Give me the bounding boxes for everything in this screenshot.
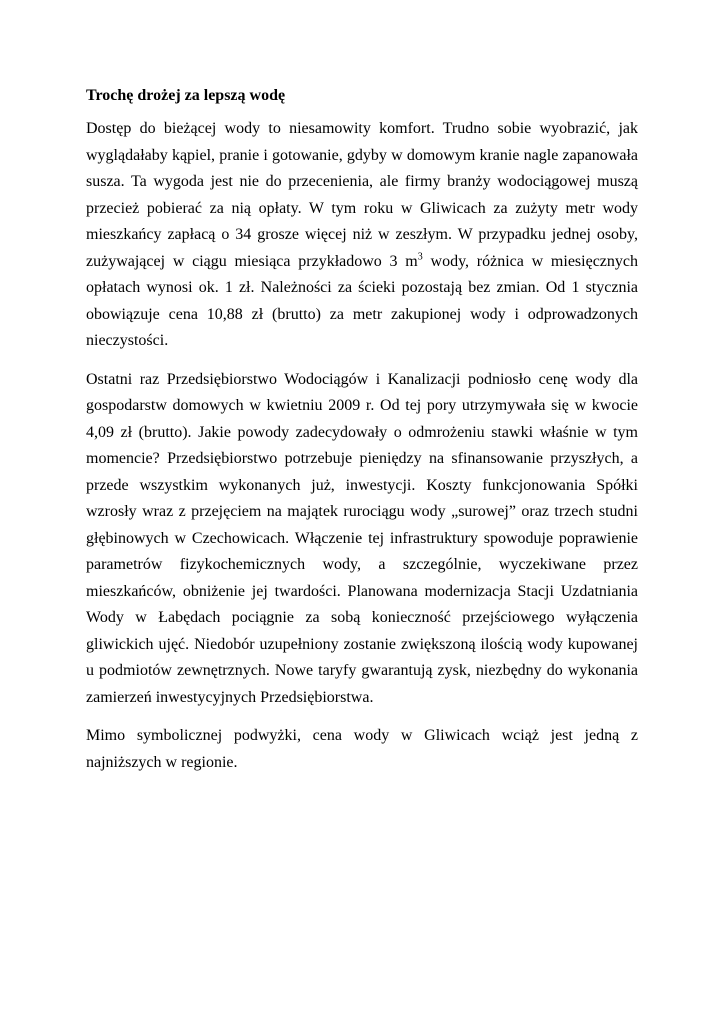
paragraph-2: Ostatni raz Przedsiębiorstwo Wodociągów i Kanalizacji podniosło cenę wody dla gospodarstw domowych w kwietniu 2009 r. Od tej pory utrzymywała się w kwocie 4,09 zł (brutto). Jakie powody zadecydowały o odmrożeniu stawki właśnie w tym momencie? Przedsiębiorstwo potrzebuje pieniędzy na sfinansowanie przyszłych, a przede wszystkim wykonanych już, inwestycji. Koszty funkcjonowania Spółki wzrosły wraz z przejęciem na majątek rurociągu wody „surowej” oraz trzech studni głębinowych w Czechowicach. Włączenie tej infrastruktury spowoduje poprawienie parametrów fizykochemicznych wody, a szczególnie, wyczekiwane przez mieszkańców, obniżenie jej twardości. Planowana modernizacja Stacji Uzdatniania Wody w Łabędach pociągnie za sobą konieczność przejściowego wyłączenia gliwickich ujęć. Niedobór uzupełniony zostanie zwiększoną ilością wody kupowanej u podmiotów zewnętrznych. Nowe taryfy gwarantują zysk, niezbędny do wykonania zamierzeń inwestycyjnych Przedsiębiorstwa. [86, 370, 638, 706]
paragraph-1-text: Dostęp do bieżącej wody to niesamowity komfort. Trudno sobie wyobrazić, jak wyglądałaby kąpiel, pranie i gotowanie, gdyby w domowym kranie nagle zapanowała susza. Ta wygoda jest nie do przecenienia, ale firmy branży wodociągowej muszą przecież pobierać za nią opłaty. W tym roku w Gliwicach za zużyty metr wody mieszkańcy zapłacą o 34 grosze więcej niż w zeszłym. W przypadku jednej osoby, zużywającej w ciągu miesiąca przykładowo 3 m [86, 120, 638, 270]
article-title: Trochę drożej za lepszą wodę [86, 87, 286, 104]
document-page [86, 86, 638, 788]
paragraph-3: Mimo symbolicznej podwyżki, cena wody w Gliwicach wciąż jest jedną z najniższych w regionie. [86, 727, 638, 771]
superscript-exponent: 3 [417, 251, 423, 263]
paragraph-1 [86, 116, 638, 355]
paragraph-1-text-continued: wody, różnica w miesięcznych opłatach wynosi ok. 1 zł. Należności za ścieki pozostają bez zmian. Od 1 stycznia obowiązuje cena 10,88 zł (brutto) za metr zakupionej wody i odprowadzonych nieczystości. [86, 252, 638, 349]
